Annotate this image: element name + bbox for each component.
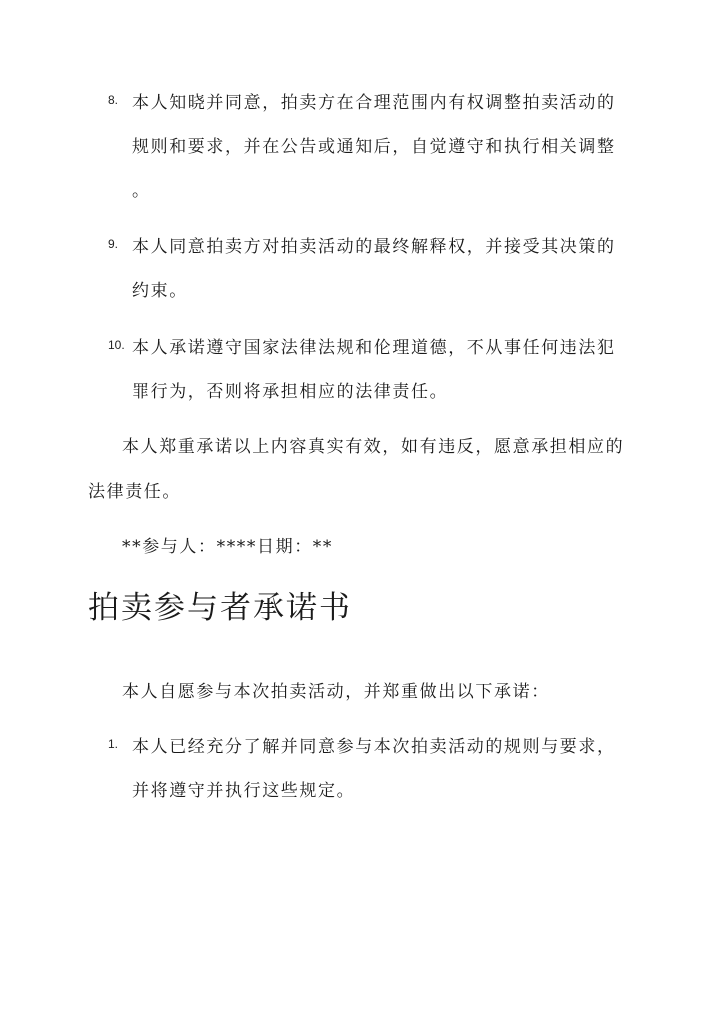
paragraph-text: 法律责任。 xyxy=(88,482,181,502)
list-number: 1. xyxy=(108,737,119,751)
list-number: 9. xyxy=(108,237,119,251)
list-item-text: 。 xyxy=(132,181,151,201)
list-item-text: 本人已经充分了解并同意参与本次拍卖活动的规则与要求， xyxy=(132,737,616,757)
list-number: 8. xyxy=(108,93,119,107)
list-item-text: 规则和要求，并在公告或通知后，自觉遵守和执行相关调整 xyxy=(132,137,616,157)
document-title: 拍卖参与者承诺书 xyxy=(88,590,352,626)
intro-paragraph: 本人自愿参与本次拍卖活动，并郑重做出以下承诺： xyxy=(122,682,550,702)
signature-line: **参与人：****日期：** xyxy=(122,537,333,557)
list-number: 10. xyxy=(108,338,125,352)
paragraph-text: 本人郑重承诺以上内容真实有效，如有违反，愿意承担相应的 xyxy=(122,437,625,457)
list-item-text: 本人知晓并同意，拍卖方在合理范围内有权调整拍卖活动的 xyxy=(132,93,616,113)
list-item-text: 本人承诺遵守国家法律法规和伦理道德，不从事任何违法犯 xyxy=(132,338,616,358)
list-item-text: 并将遵守并执行这些规定。 xyxy=(132,781,356,801)
list-item-text: 约束。 xyxy=(132,281,188,301)
list-item-text: 本人同意拍卖方对拍卖活动的最终解释权，并接受其决策的 xyxy=(132,237,616,257)
list-item-text: 罪行为，否则将承担相应的法律责任。 xyxy=(132,382,449,402)
